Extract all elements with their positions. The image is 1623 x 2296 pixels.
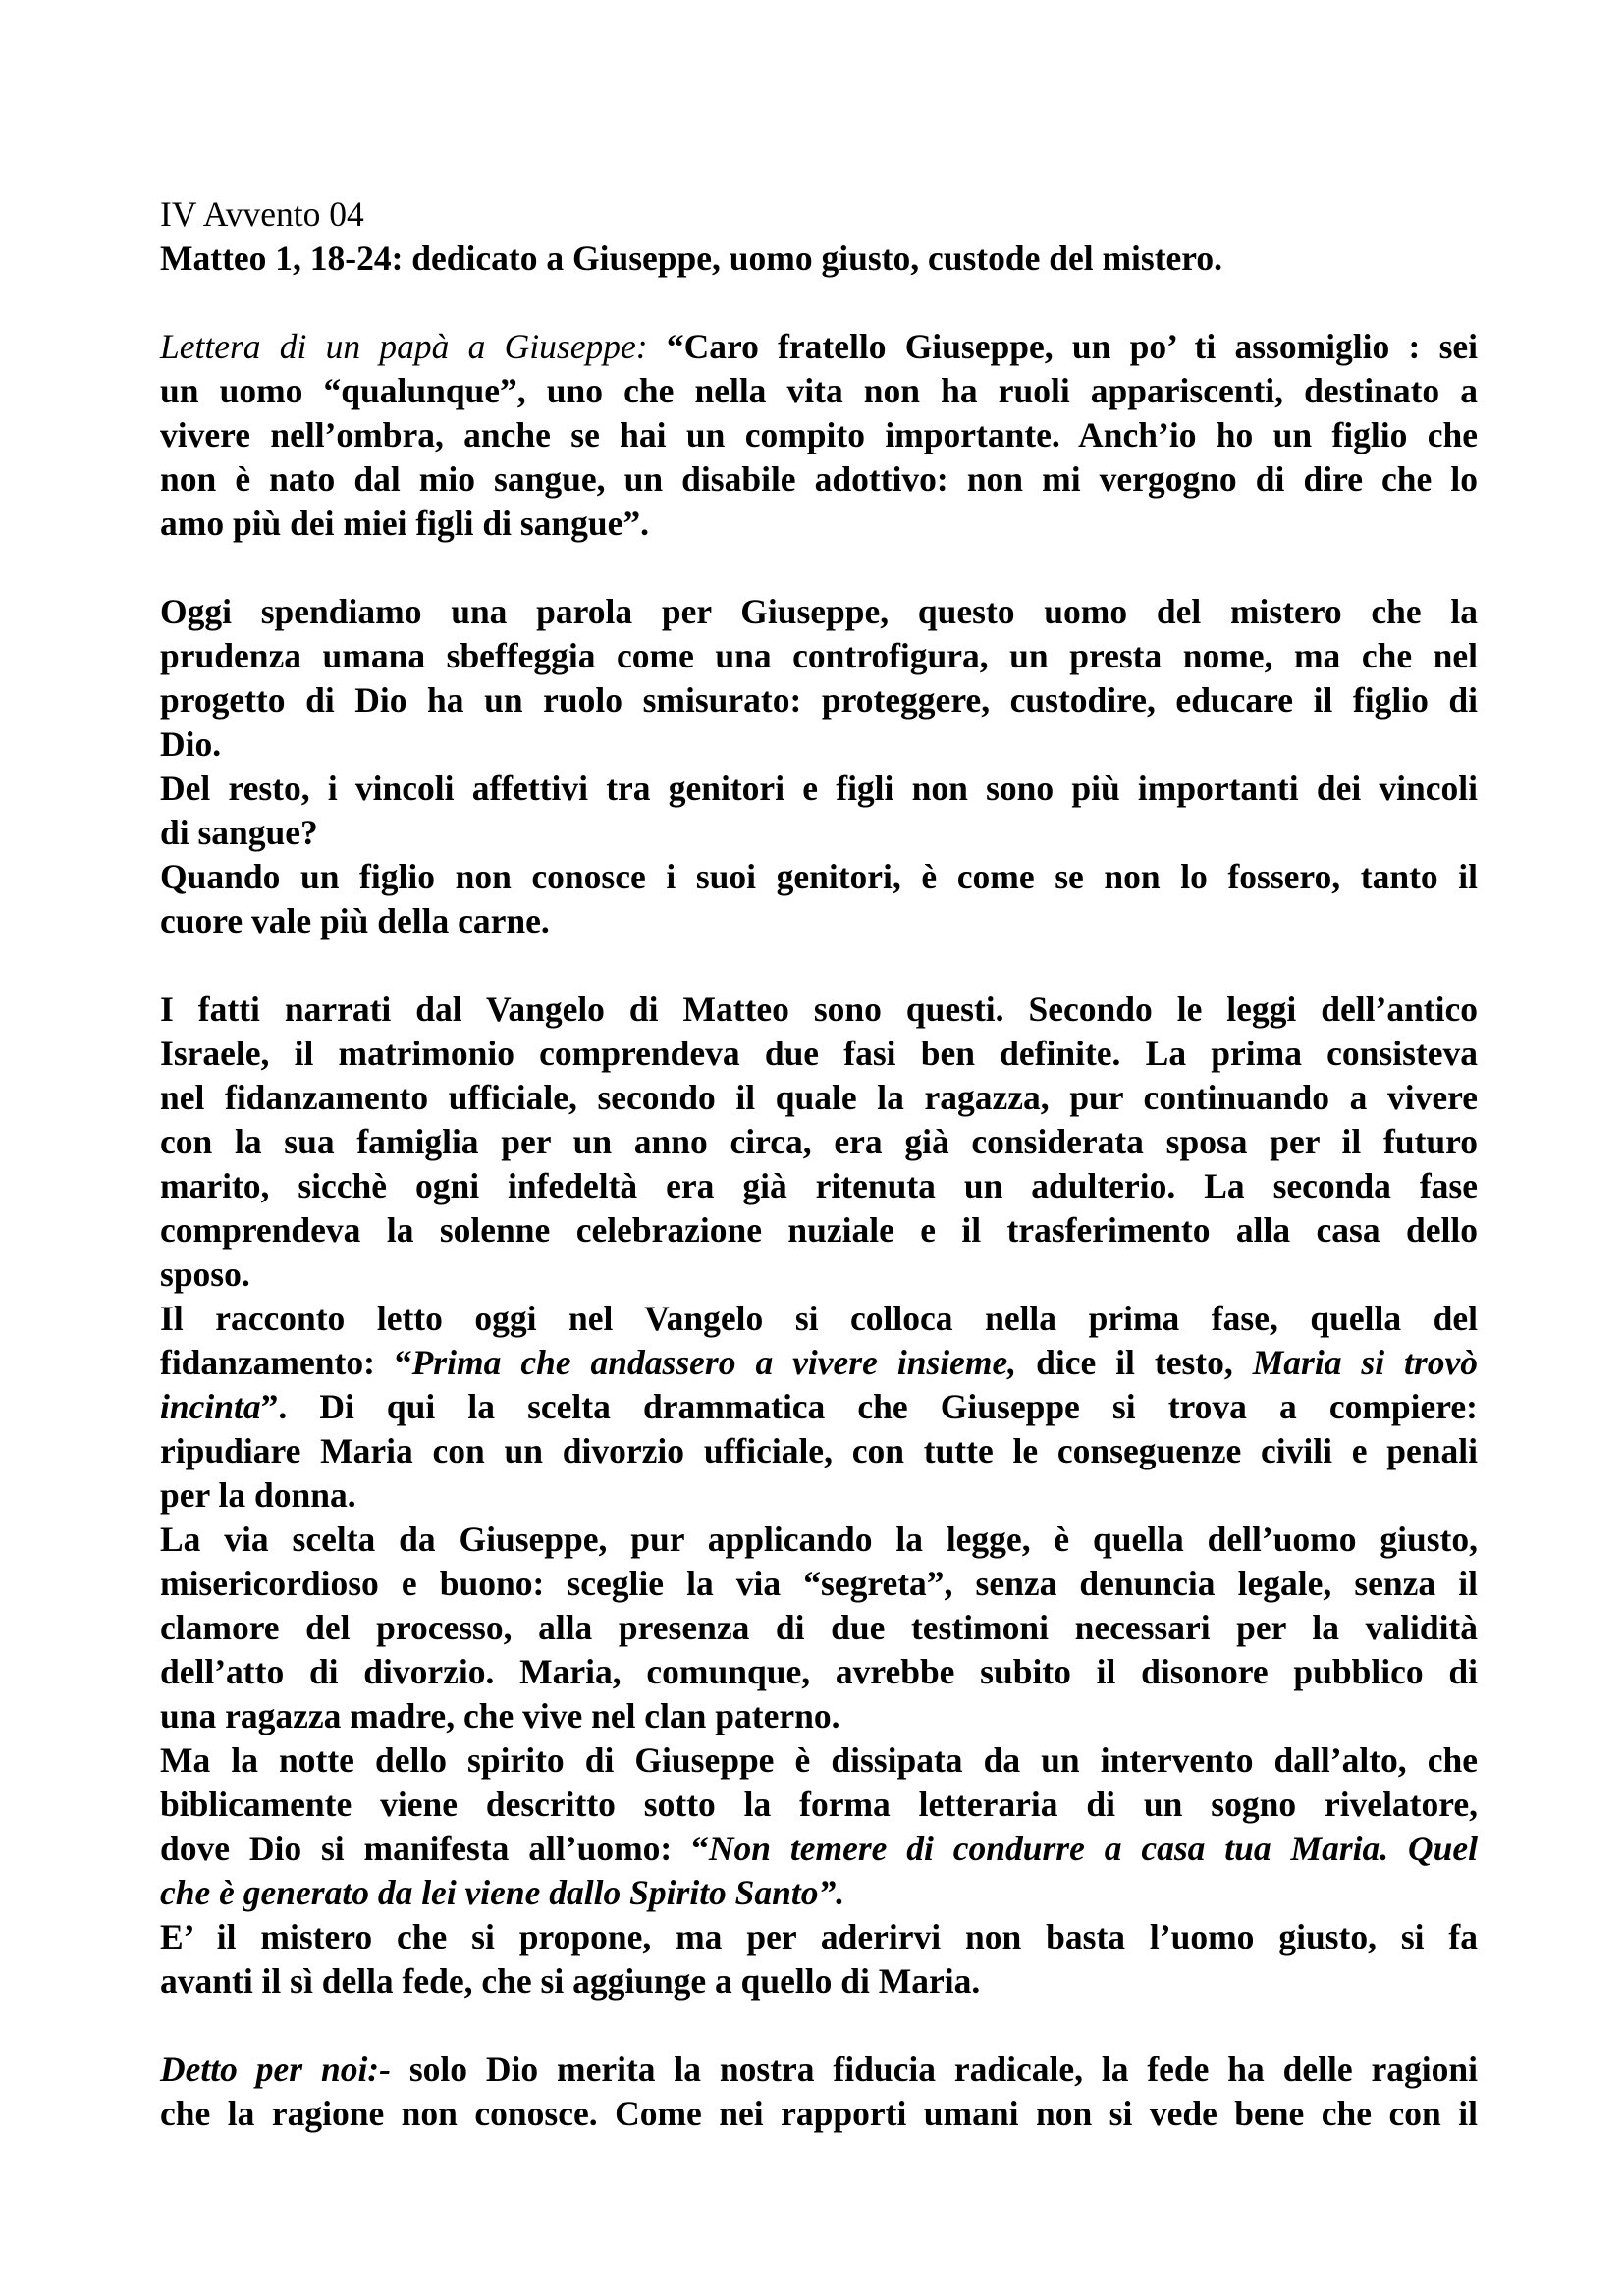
text-line: che la ragione non conosce. Come nei rapporti umani non si vede bene che con il: [160, 2094, 1478, 2133]
text-segment: dice il testo,: [1016, 1343, 1253, 1382]
text-line: Il racconto letto oggi nel Vangelo si colloca nella prima fase, quella del: [160, 1299, 1478, 1338]
paragraph-for-us: [160, 2048, 1478, 2136]
text-line: amo più dei miei figli di sangue”.: [160, 504, 650, 543]
text-line: per la donna.: [160, 1475, 356, 1515]
paragraph-gap: [160, 546, 1478, 590]
text-line: Dio.: [160, 724, 222, 764]
text-segment: dove Dio si manifesta all’uomo: “: [160, 1829, 709, 1868]
text-line: La via scelta da Giuseppe, pur applicando la legge, è quella dell’uomo giusto,: [160, 1520, 1478, 1559]
text-segment: fidanzamento: “: [160, 1343, 412, 1382]
text-line: progetto di Dio ha un ruolo smisurato: proteggere, custodire, educare il figlio di: [160, 680, 1478, 720]
text-line: vivere nell’ombra, anche se hai un compito importante. Anch’io ho un figlio che: [160, 415, 1478, 454]
text-line: E’ il mistero che si propone, ma per aderirvi non basta l’uomo giusto, si fa: [160, 1917, 1478, 1956]
section-intro: Detto per noi:-: [160, 2050, 391, 2089]
document-header: IV Avvento 04: [160, 194, 364, 234]
text-line: di sangue?: [160, 813, 318, 852]
text-line: prudenza umana sbeffeggia come una controfigura, un presta nome, ma che nel: [160, 636, 1478, 675]
text-line: marito, sicchè ogni infedeltà era già ritenuta un adulterio. La seconda fase: [160, 1166, 1478, 1205]
text-line: Ma la notte dello spirito di Giuseppe è dissipata da un intervento dall’alto, che: [160, 1740, 1478, 1780]
text-line: con la sua famiglia per un anno circa, era già considerata sposa per il futuro: [160, 1122, 1478, 1161]
text-line: ripudiare Maria con un divorzio ufficiale, con tutte le conseguenze civili e penali: [160, 1431, 1478, 1470]
text-line: [160, 2048, 1478, 2092]
text-line: un uomo “qualunque”, uno che nella vita non ha ruoli appariscenti, destinato a: [160, 371, 1478, 410]
text-line: Oggi spendiamo una parola per Giuseppe, questo uomo del mistero che la: [160, 592, 1478, 631]
text-line: Israele, il matrimonio comprendeva due fasi ben definite. La prima consisteva: [160, 1034, 1478, 1073]
text-line: una ragazza madre, che vive nel clan paterno.: [160, 1696, 840, 1735]
letter-text: “Caro fratello Giuseppe, un po’ ti assomiglio : sei: [666, 327, 1478, 366]
document-subtitle: Matteo 1, 18-24: dedicato a Giuseppe, uomo giusto, custode del mistero.: [160, 239, 1223, 278]
paragraph-gap: [160, 943, 1478, 988]
text-line: [160, 1385, 1478, 1429]
paragraph-gap: [160, 2003, 1478, 2048]
text-line: clamore del processo, alla presenza di due testimoni necessari per la validità: [160, 1608, 1478, 1647]
text-line: Del resto, i vincoli affettivi tra genitori e figli non sono più importanti dei vincoli: [160, 769, 1478, 808]
text-line: [160, 1827, 1478, 1871]
text-line: dell’atto di divorzio. Maria, comunque, avrebbe subito il disonore pubblico di: [160, 1652, 1478, 1691]
text-segment: ”. Di qui la scelta drammatica che Giuseppe si trova a compiere:: [260, 1387, 1478, 1426]
paragraph-giuseppe: [160, 590, 1478, 943]
text-line: cuore vale più della carne.: [160, 901, 550, 940]
paragraph-gospel: [160, 988, 1478, 2003]
paragraph-letter: [160, 325, 1478, 546]
paragraph-gap: [160, 281, 1478, 325]
document-page: [160, 192, 1478, 2136]
text-line: che è generato da lei viene dallo Spirito Santo”.: [160, 1873, 845, 1912]
text-line: non è nato dal mio sangue, un disabile adottivo: non mi vergogno di dire che lo: [160, 459, 1478, 499]
text-line: sposo.: [160, 1255, 250, 1294]
text-line: [160, 325, 1478, 369]
text-line: Quando un figlio non conosce i suoi genitori, è come se non lo fossero, tanto il: [160, 857, 1478, 896]
text-segment: solo Dio merita la nostra fiducia radicale, la fede ha delle ragioni: [390, 2050, 1478, 2089]
quote-segment: incinta: [160, 1387, 261, 1426]
text-line: misericordioso e buono: sceglie la via “segreta”, senza denuncia legale, senza il: [160, 1564, 1478, 1603]
quote-segment: Prima che andassero a vivere insieme,: [411, 1343, 1017, 1382]
quote-segment: Maria si trovò: [1252, 1343, 1478, 1382]
text-line: biblicamente viene descritto sotto la forma letteraria di un sogno rivelatore,: [160, 1785, 1478, 1824]
quote-segment: Non temere di condurre a casa tua Maria. Quel: [708, 1829, 1478, 1868]
text-line: comprendeva la solenne celebrazione nuziale e il trasferimento alla casa dello: [160, 1210, 1478, 1250]
text-line: I fatti narrati dal Vangelo di Matteo sono questi. Secondo le leggi dell’antico: [160, 989, 1478, 1029]
letter-intro: Lettera di un papà a Giuseppe:: [160, 327, 667, 366]
text-line: nel fidanzamento ufficiale, secondo il quale la ragazza, pur continuando a vivere: [160, 1078, 1478, 1117]
text-line: [160, 1341, 1478, 1385]
text-line: avanti il sì della fede, che si aggiunge a quello di Maria.: [160, 1961, 981, 2001]
